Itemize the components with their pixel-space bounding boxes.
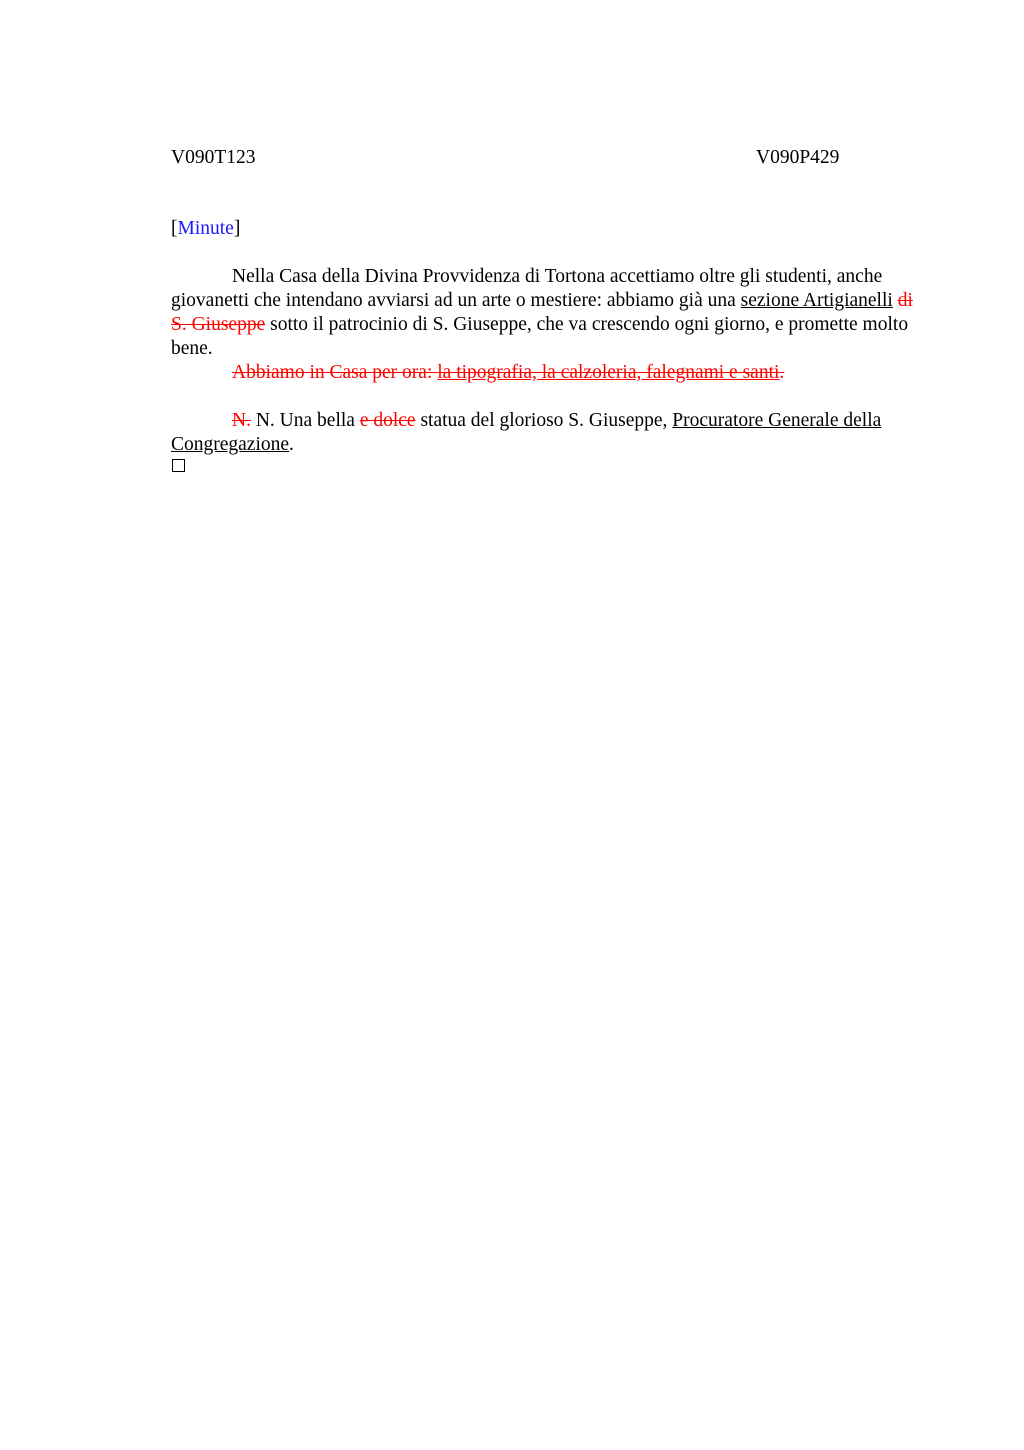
paragraph-1-underlined: sezione Artigianelli — [740, 290, 893, 311]
paragraph-1-text-1: Nella Casa della Divina Provvidenza di Tortona accettiamo oltre gli studenti, anche giovanetti che intendano avviarsi ad un arte o mestiere: abbiamo già una — [171, 266, 883, 311]
paragraph-3-underlined: Procuratore Generale della Congregazione — [171, 410, 882, 455]
paragraph-1-text-2: sotto il patrocinio di S. Giuseppe, che va crescendo ogni giorno, e promette molto bene. — [171, 314, 909, 359]
paragraph-2-deleted-3: . — [779, 362, 785, 383]
document-code-right: V090P429 — [756, 147, 840, 168]
empty-checkbox-icon — [172, 459, 185, 472]
paragraph-2-deleted-1: Abbiamo in Casa per ora: — [232, 362, 438, 383]
section-label-text: Minute — [177, 218, 234, 239]
paragraph-3-deleted-2: e dolce — [359, 410, 416, 431]
paragraph-3-text-2: statua del glorioso S. Giuseppe, — [415, 410, 673, 431]
paragraph-2 — [171, 361, 931, 385]
section-label — [171, 217, 240, 241]
paragraph-1 — [171, 265, 931, 361]
paragraph-1-deleted: di S. Giuseppe — [171, 290, 913, 335]
paragraph-3-text-3: . — [289, 434, 294, 455]
paragraph-3-deleted-1: N. — [232, 410, 251, 431]
paragraph-3-text-1: N. Una bella — [250, 410, 360, 431]
document-body — [171, 265, 931, 457]
paragraph-gap — [171, 385, 931, 409]
document-code-left: V090T123 — [171, 147, 256, 168]
bracket-open: [ — [171, 218, 178, 239]
bracket-close: ] — [233, 218, 241, 239]
paragraph-3 — [171, 409, 931, 457]
paragraph-2-deleted-2: la tipografia, la calzoleria, falegnami e santi — [437, 362, 780, 383]
